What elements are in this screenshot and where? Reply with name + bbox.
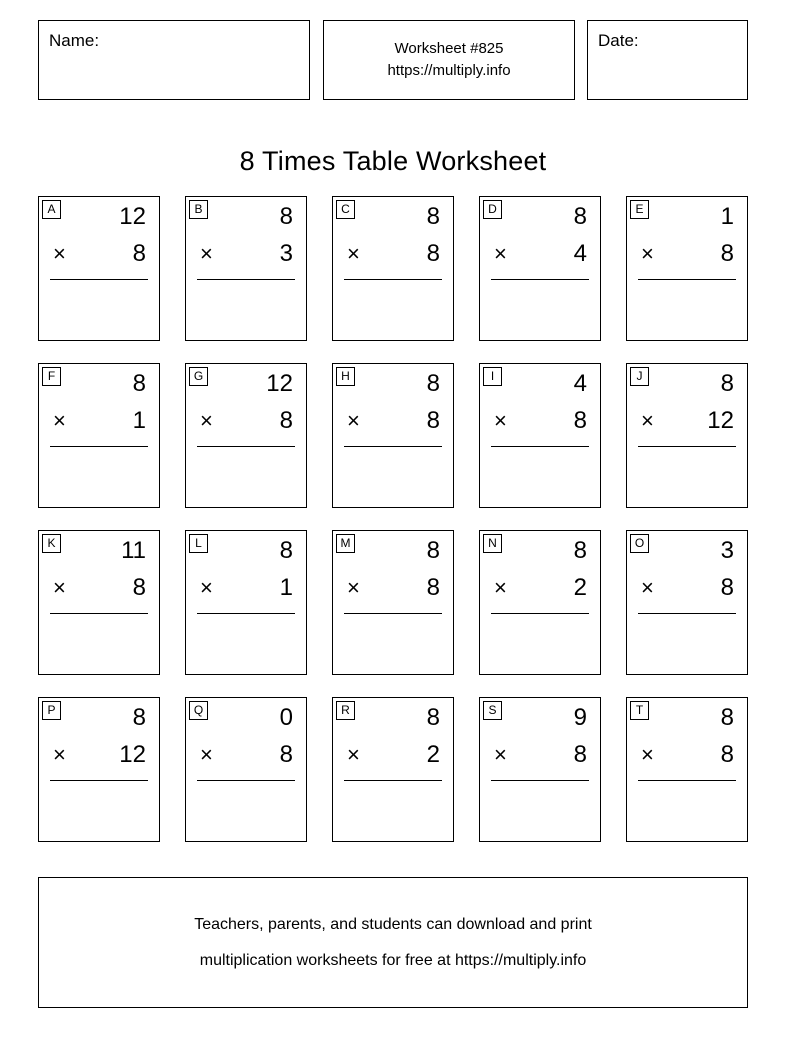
- answer-rule: [50, 613, 148, 614]
- name-field-box[interactable]: [38, 20, 310, 100]
- problem-letter: S: [483, 701, 502, 720]
- answer-rule: [491, 780, 589, 781]
- problem-letter: R: [336, 701, 355, 720]
- operand-top: 12: [119, 203, 146, 230]
- operand-top: 8: [426, 704, 440, 731]
- problem-letter: K: [42, 534, 61, 553]
- operand-bottom: 4: [573, 240, 587, 267]
- multiplication-operator-icon: ×: [494, 575, 507, 600]
- problem-item[interactable]: [479, 196, 601, 341]
- problem-letter: N: [483, 534, 502, 553]
- date-label: Date:: [598, 31, 639, 50]
- problem-letter: B: [189, 200, 208, 219]
- operand-bottom: 8: [132, 574, 146, 601]
- answer-rule: [638, 446, 736, 447]
- problem-item[interactable]: [185, 196, 307, 341]
- multiplication-operator-icon: ×: [347, 241, 360, 266]
- multiplication-operator-icon: ×: [494, 241, 507, 266]
- operand-bottom: 8: [573, 407, 587, 434]
- operand-bottom: 8: [279, 407, 293, 434]
- problem-letter: D: [483, 200, 502, 219]
- answer-rule: [197, 780, 295, 781]
- answer-rule: [638, 279, 736, 280]
- problem-item[interactable]: [332, 363, 454, 508]
- operand-top: 1: [720, 203, 734, 230]
- header-row: [38, 20, 748, 102]
- operand-top: 9: [573, 704, 587, 731]
- answer-rule: [491, 446, 589, 447]
- operand-top: 8: [132, 370, 146, 397]
- operand-top: 8: [426, 537, 440, 564]
- problem-item[interactable]: [38, 697, 160, 842]
- operand-bottom: 2: [426, 741, 440, 768]
- answer-rule: [491, 279, 589, 280]
- operand-bottom: 8: [426, 240, 440, 267]
- problem-item[interactable]: [626, 363, 748, 508]
- operand-bottom: 1: [132, 407, 146, 434]
- multiplication-operator-icon: ×: [200, 575, 213, 600]
- operand-top: 8: [426, 370, 440, 397]
- problem-item[interactable]: [38, 363, 160, 508]
- problem-item[interactable]: [479, 530, 601, 675]
- operand-bottom: 2: [573, 574, 587, 601]
- problem-letter: L: [189, 534, 208, 553]
- footer-line-2: multiplication worksheets for free at https://multiply.info: [199, 951, 587, 969]
- problem-item[interactable]: [38, 530, 160, 675]
- operand-top: 8: [279, 537, 293, 564]
- answer-rule: [638, 613, 736, 614]
- answer-rule: [50, 279, 148, 280]
- problem-letter: O: [630, 534, 649, 553]
- multiplication-operator-icon: ×: [494, 408, 507, 433]
- multiplication-operator-icon: ×: [200, 742, 213, 767]
- operand-top: 8: [720, 704, 734, 731]
- operand-top: 8: [426, 203, 440, 230]
- problem-letter: T: [630, 701, 649, 720]
- answer-rule: [50, 446, 148, 447]
- problem-letter: E: [630, 200, 649, 219]
- problem-item[interactable]: [332, 697, 454, 842]
- operand-bottom: 8: [132, 240, 146, 267]
- operand-top: 8: [132, 704, 146, 731]
- problem-letter: C: [336, 200, 355, 219]
- operand-top: 11: [121, 537, 146, 564]
- operand-bottom: 8: [279, 741, 293, 768]
- multiplication-operator-icon: ×: [200, 241, 213, 266]
- problem-grid: [38, 196, 750, 842]
- problem-item[interactable]: [479, 363, 601, 508]
- multiplication-operator-icon: ×: [347, 575, 360, 600]
- problem-item[interactable]: [38, 196, 160, 341]
- operand-top: 8: [573, 537, 587, 564]
- operand-bottom: 8: [426, 574, 440, 601]
- problem-item[interactable]: [626, 697, 748, 842]
- problem-item[interactable]: [332, 530, 454, 675]
- answer-rule: [344, 446, 442, 447]
- operand-top: 0: [279, 704, 293, 731]
- problem-letter: I: [483, 367, 502, 386]
- multiplication-operator-icon: ×: [200, 408, 213, 433]
- operand-bottom: 1: [279, 574, 293, 601]
- problem-letter: P: [42, 701, 61, 720]
- multiplication-operator-icon: ×: [641, 575, 654, 600]
- problem-item[interactable]: [185, 530, 307, 675]
- operand-bottom: 12: [707, 407, 734, 434]
- answer-rule: [50, 780, 148, 781]
- problem-item[interactable]: [332, 196, 454, 341]
- problem-letter: G: [189, 367, 208, 386]
- operand-top: 8: [573, 203, 587, 230]
- problem-item[interactable]: [185, 697, 307, 842]
- problem-letter: H: [336, 367, 355, 386]
- site-url: https://multiply.info: [387, 62, 511, 79]
- footer-note: [38, 877, 748, 1008]
- date-field-box[interactable]: [587, 20, 748, 100]
- operand-bottom: 3: [279, 240, 293, 267]
- problem-letter: Q: [189, 701, 208, 720]
- multiplication-operator-icon: ×: [641, 742, 654, 767]
- problem-item[interactable]: [479, 697, 601, 842]
- answer-rule: [344, 279, 442, 280]
- answer-rule: [197, 613, 295, 614]
- operand-bottom: 8: [426, 407, 440, 434]
- problem-letter: M: [336, 534, 355, 553]
- multiplication-operator-icon: ×: [347, 742, 360, 767]
- worksheet-number: Worksheet #825: [394, 39, 504, 57]
- multiplication-operator-icon: ×: [53, 408, 66, 433]
- multiplication-operator-icon: ×: [53, 742, 66, 767]
- operand-top: 3: [720, 537, 734, 564]
- problem-letter: J: [630, 367, 649, 386]
- multiplication-operator-icon: ×: [641, 241, 654, 266]
- operand-top: 4: [573, 370, 587, 397]
- answer-rule: [344, 613, 442, 614]
- operand-bottom: 8: [720, 741, 734, 768]
- name-label: Name:: [49, 31, 100, 50]
- operand-bottom: 12: [119, 741, 146, 768]
- problem-letter: A: [42, 200, 61, 219]
- multiplication-operator-icon: ×: [494, 742, 507, 767]
- footer-line-1: Teachers, parents, and students can download and print: [194, 916, 592, 934]
- answer-rule: [344, 780, 442, 781]
- operand-bottom: 8: [720, 240, 734, 267]
- operand-top: 12: [266, 370, 293, 397]
- multiplication-operator-icon: ×: [53, 575, 66, 600]
- answer-rule: [197, 446, 295, 447]
- problem-item[interactable]: [626, 196, 748, 341]
- worksheet-info-box: [323, 20, 575, 100]
- operand-bottom: 8: [573, 741, 587, 768]
- answer-rule: [491, 613, 589, 614]
- problem-item[interactable]: [626, 530, 748, 675]
- operand-bottom: 8: [720, 574, 734, 601]
- multiplication-operator-icon: ×: [347, 408, 360, 433]
- operand-top: 8: [279, 203, 293, 230]
- problem-item[interactable]: [185, 363, 307, 508]
- multiplication-operator-icon: ×: [641, 408, 654, 433]
- answer-rule: [197, 279, 295, 280]
- answer-rule: [638, 780, 736, 781]
- multiplication-operator-icon: ×: [53, 241, 66, 266]
- operand-top: 8: [720, 370, 734, 397]
- problem-letter: F: [42, 367, 61, 386]
- page-title: 8 Times Table Worksheet: [239, 146, 547, 177]
